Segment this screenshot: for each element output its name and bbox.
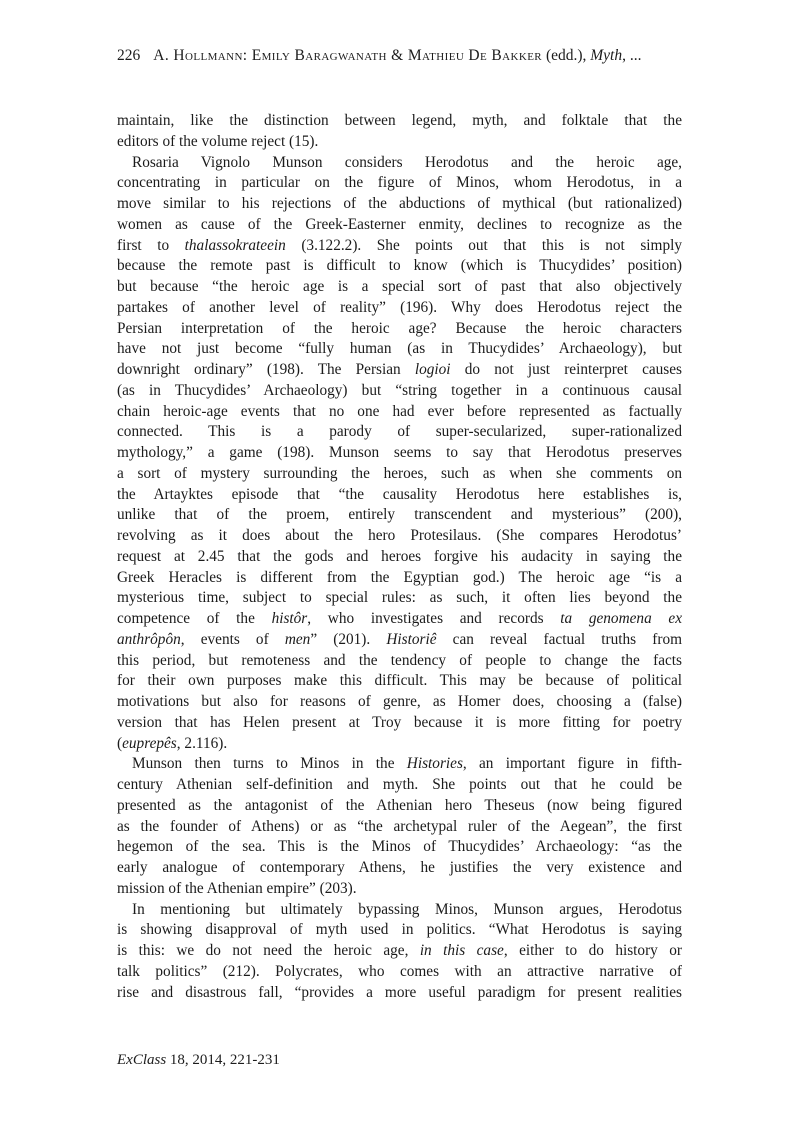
text-line (117, 983, 682, 1004)
text-segment: a sort of mystery surrounding the heroes, such as when she comments on (117, 464, 682, 482)
text-line (117, 256, 682, 277)
page-number: 226 (117, 47, 141, 64)
text-segment: do not just reinterpret causes (450, 361, 682, 378)
text-segment: have not just become “fully human (as in Thucydides’ Archaeology), but (117, 340, 682, 358)
text-line (117, 443, 682, 464)
text-segment: talk politics” (212). Polycrates, who comes with an attractive narrative of (117, 962, 682, 980)
text-segment: mission of the Athenian empire” (203). (117, 879, 357, 897)
text-segment: rise and disastrous fall, “provides a more useful paradigm for present realities (117, 983, 682, 1001)
text-line (117, 215, 682, 236)
text-line (117, 713, 682, 734)
text-segment: , either to do history or (503, 942, 682, 959)
text-line (117, 941, 682, 962)
text-segment: but because “the heroic age is a special sort of past that also objectively (117, 278, 682, 295)
text-segment: revolving as it does about the hero Protesilaus. (She compares Herodotus’ (117, 527, 682, 544)
text-segment: ” (201). (310, 630, 387, 648)
italic-text: Histories (406, 755, 463, 773)
text-line (117, 879, 682, 900)
text-segment: connected. This is a parody of super-secularized, super-rationalized (117, 423, 682, 441)
text-line (117, 402, 682, 423)
text-segment: 18, 2014, 221-231 (166, 1052, 280, 1068)
text-segment: this period, but remoteness and the tendency of people to change the facts (117, 651, 682, 669)
text-segment: for their own purposes make this difficult. This may be because of political (117, 672, 682, 690)
text-segment: (edd.), (542, 47, 591, 64)
text-segment: , who investigates and records (307, 610, 561, 627)
text-line (117, 775, 682, 796)
italic-text: Myth (590, 47, 623, 64)
italic-text: in this case (419, 942, 504, 959)
text-line (117, 609, 682, 630)
text-segment: editors of the volume reject (15). (117, 132, 319, 150)
text-segment: (3.122.2). She points out that this is not simply (285, 236, 682, 254)
text-line (117, 630, 682, 651)
text-segment: competence of the (117, 610, 272, 627)
text-line (117, 754, 682, 775)
text-line (117, 298, 682, 319)
text-line (117, 339, 682, 360)
text-line (117, 194, 682, 215)
text-segment: can reveal factual truths from (436, 630, 682, 648)
text-segment: chain heroic-age events that no one had ever before represented as factually (117, 402, 682, 420)
italic-text: anthrôpôn (117, 630, 181, 648)
text-segment: the Artayktes episode that “the causality Herodotus here establishes is, (117, 485, 682, 503)
text-segment: mythology,” a game (198). Munson seems to say that Herodotus preserves (117, 444, 682, 461)
text-line (117, 547, 682, 568)
text-segment: Rosaria Vignolo Munson considers Herodotus and the heroic age, (132, 153, 682, 171)
text-line (117, 236, 682, 257)
text-line (117, 132, 682, 153)
text-line (117, 817, 682, 838)
text-line (117, 381, 682, 402)
text-segment: , 2.116). (176, 734, 228, 752)
text-segment: first to (117, 236, 185, 254)
text-segment: is this: we do not need the heroic age, (117, 942, 420, 959)
text-segment: presented as the antagonist of the Athenian hero Theseus (now being figured (117, 796, 682, 814)
text-segment: , an important figure in fifth- (462, 755, 682, 773)
text-segment: maintain, like the distinction between legend, myth, and folktale that the (117, 112, 682, 129)
text-line (117, 734, 682, 755)
text-segment: downright ordinary” (198). The Persian (117, 361, 415, 378)
text-line (117, 360, 682, 381)
italic-text: ta genomena ex (560, 610, 682, 627)
text-line (117, 692, 682, 713)
running-title (153, 47, 641, 64)
text-segment: motivations but also for reasons of genre, as Homer does, choosing a (false) (117, 693, 682, 710)
text-segment: (as in Thucydides’ Archaeology) but “string together in a continuous causal (117, 381, 682, 399)
text-segment: version that has Helen present at Troy because it is more fitting for poetry (117, 713, 682, 731)
text-segment: request at 2.45 that the gods and heroes forgive his audacity in saying the (117, 547, 682, 565)
journal-citation (117, 1052, 280, 1069)
text-segment: hegemon of the sea. This is the Minos of Thucydides’ Archaeology: “as the (117, 838, 682, 856)
text-line (117, 962, 682, 983)
small-caps-text: A. Hollmann: Emily Baragwanath & Mathieu De Bakker (153, 47, 543, 64)
text-line (117, 422, 682, 443)
text-segment: concentrating in particular on the figure of Minos, whom Herodotus, in a (117, 174, 682, 192)
text-line (117, 858, 682, 879)
text-line (117, 671, 682, 692)
text-segment: Greek Heracles is different from the Egyptian god.) The heroic age “is a (117, 568, 682, 586)
text-line (117, 505, 682, 526)
text-line (117, 485, 682, 506)
text-line (117, 526, 682, 547)
text-line (117, 111, 682, 132)
text-segment: century Athenian self-definition and myth. She points out that he could be (117, 776, 682, 793)
text-segment: partakes of another level of reality” (196). Why does Herodotus reject the (117, 298, 682, 316)
italic-text: thalassokrateein (184, 236, 286, 254)
text-line (117, 464, 682, 485)
text-segment: mysterious time, subject to special rules: as such, it often lies beyond the (117, 589, 682, 607)
text-segment: women as cause of the Greek-Easterner enmity, declines to recognize as the (117, 215, 682, 233)
text-line (117, 319, 682, 340)
text-line (117, 900, 682, 921)
text-segment: as the founder of Athens) or as “the archetypal ruler of the Aegean”, the first (117, 817, 682, 835)
italic-text: euprepês (122, 734, 177, 752)
italic-text: ExClass (117, 1052, 167, 1068)
italic-text: histôr (271, 610, 308, 627)
text-segment: move similar to his rejections of the abductions of mythical (but rationalized) (117, 195, 682, 212)
text-segment: , events of (180, 630, 285, 648)
italic-text: Historiê (386, 630, 437, 648)
text-segment: In mentioning but ultimately bypassing Minos, Munson argues, Herodotus (132, 900, 682, 918)
text-line (117, 651, 682, 672)
text-line (117, 796, 682, 817)
italic-text: logioi (414, 361, 451, 378)
italic-text: men (284, 630, 311, 648)
text-line (117, 153, 682, 174)
text-segment: because the remote past is difficult to know (which is Thucydides’ position) (117, 257, 682, 275)
text-segment: Persian interpretation of the heroic age? Because the heroic characters (117, 319, 682, 337)
text-segment: is showing disapproval of myth used in politics. “What Herodotus is saying (117, 921, 682, 939)
review-body-text (117, 111, 682, 1003)
text-segment: early analogue of contemporary Athens, he justifies the very existence and (117, 859, 682, 876)
text-line (117, 920, 682, 941)
text-segment: unlike that of the proem, entirely transcendent and mysterious” (200), (117, 506, 682, 524)
text-line (117, 277, 682, 298)
text-segment: , ... (622, 47, 642, 64)
text-line (117, 588, 682, 609)
text-line (117, 837, 682, 858)
text-line (117, 173, 682, 194)
text-line (117, 568, 682, 589)
running-header (117, 46, 690, 65)
text-segment: ( (117, 734, 123, 752)
text-segment: Munson then turns to Minos in the (132, 755, 407, 773)
